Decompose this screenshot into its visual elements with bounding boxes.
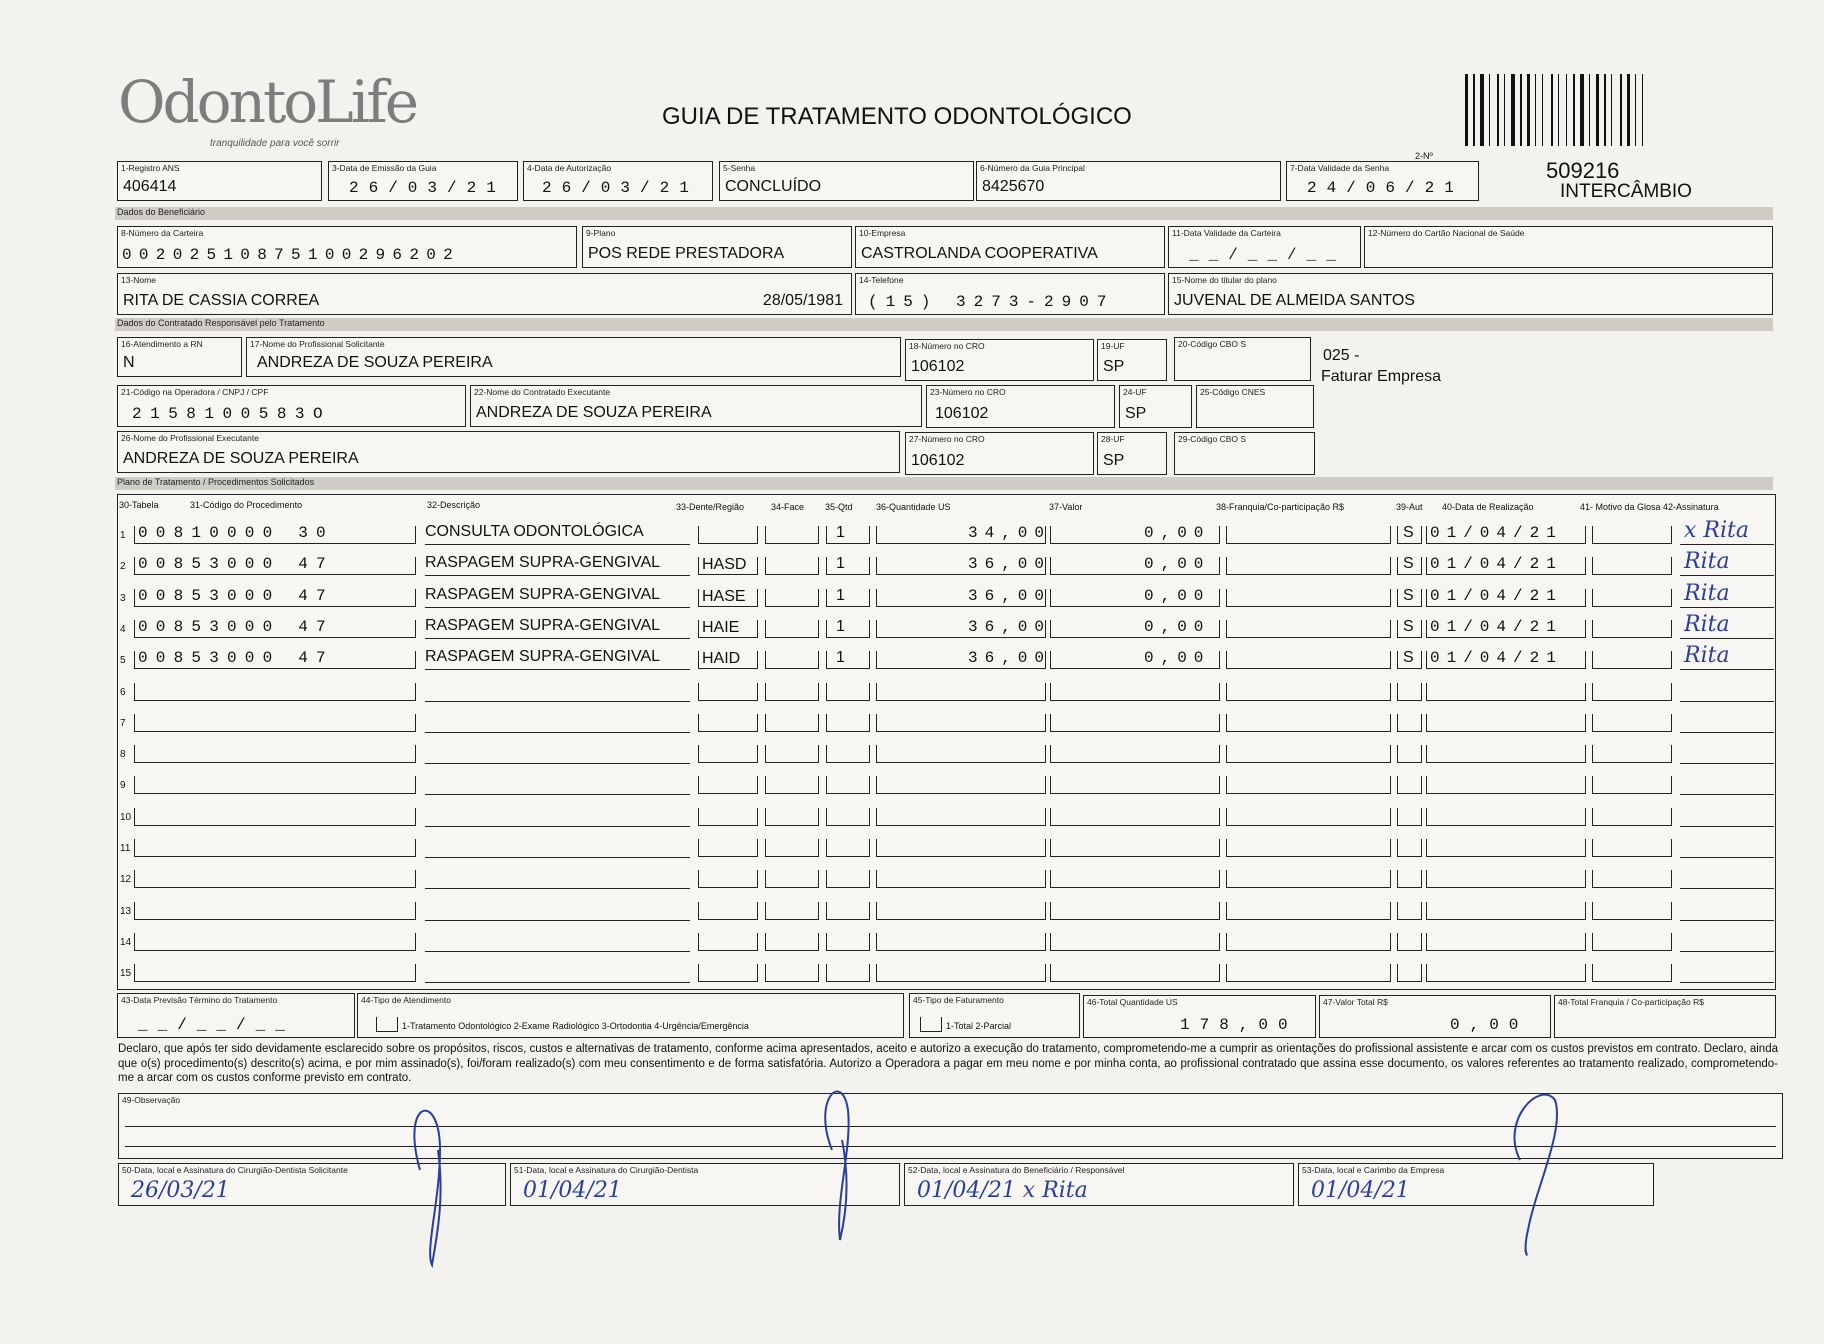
signature-stroke-3 bbox=[1515, 1095, 1558, 1255]
col-dente: 33-Dente/Região bbox=[676, 502, 745, 512]
field-label: 23-Número no CRO bbox=[930, 387, 1006, 397]
col-data-realizacao: 40-Data de Realização bbox=[1442, 502, 1534, 512]
field-label: 43-Data Previsão Término do Tratamento bbox=[121, 995, 278, 1005]
row-number: 4 bbox=[120, 623, 126, 635]
field-value: CONCLUÍDO bbox=[725, 178, 822, 195]
valor-value: 0,00 bbox=[1144, 555, 1211, 574]
us-value: 36,00 bbox=[968, 555, 1052, 574]
page-title: GUIA DE TRATAMENTO ODONTOLÓGICO bbox=[662, 103, 1132, 130]
col-qtd-us: 36-Quantidade US bbox=[876, 502, 951, 512]
side-note-code: 025 - bbox=[1323, 347, 1360, 364]
valor-value: 0,00 bbox=[1144, 586, 1211, 605]
field-label: 19-UF bbox=[1101, 341, 1125, 351]
dente-value: HAID bbox=[702, 650, 741, 668]
field-label: 10-Empresa bbox=[859, 228, 906, 238]
logo-tagline: tranquilidade para você sorrir bbox=[210, 138, 340, 149]
col-franquia: 38-Franquia/Co-participação R$ bbox=[1216, 502, 1345, 512]
field-label: 47-Valor Total R$ bbox=[1323, 997, 1388, 1007]
field-value: ANDREZA DE SOUZA PEREIRA bbox=[123, 450, 359, 467]
row-number: 2 bbox=[120, 561, 126, 573]
aut-value: S bbox=[1403, 649, 1414, 667]
field-label: 6-Número da Guia Principal bbox=[980, 163, 1085, 173]
field-label: 11-Data Validade da Carteira bbox=[1172, 228, 1281, 238]
description-value: RASPAGEM SUPRA-GENGIVAL bbox=[425, 554, 661, 572]
field-label: 45-Tipo de Faturamento bbox=[913, 995, 1004, 1005]
field-label: 24-UF bbox=[1123, 387, 1147, 397]
field-value: SP bbox=[1103, 452, 1125, 469]
field-value: ANDREZA DE SOUZA PEREIRA bbox=[257, 354, 493, 371]
field-label: 20-Código CBO S bbox=[1178, 339, 1247, 349]
valor-value: 0,00 bbox=[1144, 617, 1211, 636]
dente-value: HASE bbox=[702, 587, 746, 605]
row-number: 12 bbox=[120, 874, 132, 886]
col-descricao: 32-Descrição bbox=[427, 500, 481, 510]
number-label: 2-Nº bbox=[1415, 151, 1433, 161]
qtd-value: 1 bbox=[836, 524, 845, 541]
field-value: JUVENAL DE ALMEIDA SANTOS bbox=[1174, 292, 1415, 309]
description-value: RASPAGEM SUPRA-GENGIVAL bbox=[425, 648, 661, 666]
field-value: N bbox=[123, 354, 135, 371]
field-label: 46-Total Quantidade US bbox=[1087, 997, 1178, 1007]
row-signature: Rita bbox=[1684, 643, 1730, 669]
dente-value: HASD bbox=[702, 556, 747, 574]
field-value: (15) 3273-2907 bbox=[868, 293, 1115, 311]
row-number: 9 bbox=[120, 780, 126, 792]
col-valor: 37-Valor bbox=[1049, 502, 1083, 512]
intercambio-label: INTERCÂMBIO bbox=[1560, 181, 1692, 202]
field-label: 48-Total Franquia / Co-participação R$ bbox=[1558, 997, 1704, 1007]
qtd-value: 1 bbox=[836, 586, 845, 604]
field-value: 2158100583O bbox=[132, 405, 332, 423]
row-signature: x Rita bbox=[1684, 518, 1749, 543]
field-value: __/__/__ bbox=[1189, 246, 1346, 264]
section-label: Dados do Beneficiário bbox=[117, 207, 206, 217]
row-number: 15 bbox=[120, 968, 132, 980]
field-label: 17-Nome do Profissional Solicitante bbox=[250, 339, 385, 349]
dente-value: HAIE bbox=[702, 618, 740, 636]
description-value: CONSULTA ODONTOLÓGICA bbox=[425, 523, 644, 540]
field-value: CASTROLANDA COOPERATIVA bbox=[861, 245, 1098, 262]
row-number: 14 bbox=[120, 936, 132, 948]
handwritten-date: 01/04/21 bbox=[523, 1178, 622, 1203]
field-label: 5-Senha bbox=[723, 163, 756, 173]
row-number: 13 bbox=[120, 905, 132, 917]
aut-value: S bbox=[1403, 586, 1414, 604]
row-signature: Rita bbox=[1684, 549, 1730, 575]
field-value: 178,00 bbox=[1180, 1016, 1298, 1034]
field-value: SP bbox=[1103, 358, 1125, 375]
qtd-value: 1 bbox=[836, 617, 845, 635]
field-value: 0,00 bbox=[1450, 1016, 1529, 1034]
us-value: 36,00 bbox=[968, 649, 1052, 668]
field-value: SP bbox=[1125, 405, 1147, 422]
date-value: 01/04/21 bbox=[1430, 524, 1563, 542]
code-value: 00810000 30 bbox=[138, 524, 334, 542]
description-value: RASPAGEM SUPRA-GENGIVAL bbox=[425, 585, 661, 603]
qtd-value: 1 bbox=[836, 555, 845, 573]
field-label: 14-Telefone bbox=[859, 275, 904, 285]
aut-value: S bbox=[1403, 617, 1414, 635]
field-value: 8425670 bbox=[982, 178, 1045, 195]
date-value: 01/04/21 bbox=[1430, 649, 1563, 668]
col-face: 34-Face bbox=[771, 502, 805, 512]
declaration-text: Declaro, que após ter sido devidamente esclarecido sobre os propósitos, riscos, custos e alternativas de tratamento, conforme acima apresentados, aceito e autorizo a execução do tratamento, comprometendo-me a cumprir as orientações do profissional assistente e arcar com os custos previstos em contrato. Declaro, ainda que o(s) procedimento(s) descrito(s) acima, e por mim assinado(s), foi/foram realizado(s) com meu consentimento e de forma satisfatória. Autorizo a Operadora a pagar em meu nome e por minha conta, ao profissional contratado que assina esse documento, os valores referentes ao tratamento realizado, comprometendo-me a arcar com os custos conforme previsto em contrato. bbox=[118, 1043, 1778, 1084]
field-value: 406414 bbox=[123, 178, 177, 195]
field-label: 18-Número no CRO bbox=[909, 341, 985, 351]
field-label: 28-UF bbox=[1101, 434, 1125, 444]
aut-value: S bbox=[1403, 555, 1414, 573]
field-options: 1-Total 2-Parcial bbox=[946, 1021, 1012, 1031]
section-label: Dados do Contratado Responsável pelo Tratamento bbox=[117, 318, 325, 328]
signature-stroke-2 bbox=[825, 1091, 848, 1240]
col-qtd: 35-Qtd bbox=[825, 502, 853, 512]
row-number: 6 bbox=[120, 686, 126, 698]
field-value: POS REDE PRESTADORA bbox=[588, 245, 785, 262]
code-value: 00853000 47 bbox=[138, 555, 334, 574]
field-label: 3-Data de Emissão da Guia bbox=[332, 163, 437, 173]
field-value: 26/03/21 bbox=[542, 179, 699, 197]
logo-brand: OdontoLife bbox=[118, 68, 417, 136]
qtd-value: 1 bbox=[836, 649, 845, 667]
row-number: 3 bbox=[120, 592, 126, 604]
field-value: 106102 bbox=[911, 452, 965, 469]
field-label: 8-Número da Carteira bbox=[121, 228, 204, 238]
field-label: 29-Código CBO S bbox=[1178, 434, 1247, 444]
field-label: 21-Código na Operadora / CNPJ / CPF bbox=[121, 387, 269, 397]
field-options: 1-Tratamento Odontológico 2-Exame Radiológico 3-Ortodontia 4-Urgência/Emergência bbox=[402, 1021, 749, 1031]
field-value: RITA DE CASSIA CORREA bbox=[123, 292, 320, 309]
row-number: 5 bbox=[120, 655, 126, 667]
side-note-billing: Faturar Empresa bbox=[1321, 368, 1442, 385]
col-codigo: 31-Código do Procedimento bbox=[190, 500, 303, 510]
row-number: 11 bbox=[120, 843, 131, 854]
field-label: 7-Data Validade da Senha bbox=[1290, 163, 1390, 173]
description-value: RASPAGEM SUPRA-GENGIVAL bbox=[425, 616, 661, 634]
field-label: 27-Número no CRO bbox=[909, 434, 985, 444]
field-label: 49-Observação bbox=[122, 1095, 181, 1105]
us-value: 34,00 bbox=[968, 524, 1052, 542]
date-value: 01/04/21 bbox=[1430, 586, 1563, 605]
code-value: 00853000 47 bbox=[138, 617, 334, 636]
birth-date: 28/05/1981 bbox=[762, 292, 843, 309]
row-number: 10 bbox=[120, 811, 132, 823]
field-label: 15-Nome do titular do plano bbox=[1172, 275, 1277, 285]
field-value: 106102 bbox=[911, 358, 965, 375]
signature-stroke-1 bbox=[414, 1111, 440, 1265]
valor-value: 0,00 bbox=[1144, 649, 1211, 668]
row-number: 1 bbox=[120, 530, 126, 541]
row-signature: Rita bbox=[1684, 611, 1730, 637]
code-value: 00853000 47 bbox=[138, 649, 334, 668]
code-value: 00853000 47 bbox=[138, 586, 334, 605]
guide-number: 509216 bbox=[1546, 158, 1620, 183]
date-value: 01/04/21 bbox=[1430, 555, 1563, 574]
handwritten-date: 01/04/21 x Rita bbox=[917, 1178, 1088, 1203]
us-value: 36,00 bbox=[968, 617, 1052, 636]
field-label: 22-Nome do Contratado Executante bbox=[474, 387, 611, 397]
field-value: 106102 bbox=[935, 405, 989, 422]
field-label: 44-Tipo de Atendimento bbox=[361, 995, 451, 1005]
aut-value: S bbox=[1403, 524, 1414, 541]
field-label: 25-Código CNES bbox=[1200, 387, 1266, 397]
field-label: 51-Data, local e Assinatura do Cirurgião-Dentista bbox=[514, 1165, 699, 1175]
field-value: 26/03/21 bbox=[349, 179, 506, 197]
row-number: 8 bbox=[120, 749, 126, 761]
field-label: 12-Número do Cartão Nacional de Saúde bbox=[1368, 228, 1525, 238]
field-value: __/__/__ bbox=[138, 1016, 295, 1034]
handwritten-date: 01/04/21 bbox=[1311, 1178, 1410, 1203]
date-value: 01/04/21 bbox=[1430, 617, 1563, 636]
row-number: 7 bbox=[120, 717, 126, 729]
field-value: 00202510875100296202 bbox=[122, 246, 461, 264]
valor-value: 0,00 bbox=[1144, 524, 1211, 542]
col-aut: 39-Aut bbox=[1396, 502, 1423, 512]
us-value: 36,00 bbox=[968, 586, 1052, 605]
section-label: Plano de Tratamento / Procedimentos Solicitados bbox=[117, 477, 315, 487]
handwritten-date: 26/03/21 bbox=[131, 1178, 230, 1203]
col-tabela: 30-Tabela bbox=[119, 500, 159, 510]
field-value: ANDREZA DE SOUZA PEREIRA bbox=[476, 404, 712, 421]
field-label: 4-Data de Autorização bbox=[527, 163, 612, 173]
field-value: 24/06/21 bbox=[1307, 179, 1464, 197]
field-label: 9-Plano bbox=[586, 228, 616, 238]
field-label: 53-Data, local e Carimbo da Empresa bbox=[1302, 1165, 1445, 1175]
field-label: 26-Nome do Profissional Executante bbox=[121, 433, 259, 443]
field-label: 50-Data, local e Assinatura do Cirurgião-Dentista Solicitante bbox=[122, 1165, 348, 1175]
field-label: 13-Nome bbox=[121, 275, 156, 285]
field-label: 16-Atendimento a RN bbox=[121, 339, 203, 349]
field-label: 52-Data, local e Assinatura do Beneficiário / Responsável bbox=[908, 1165, 1125, 1175]
col-glosa: 41- Motivo da Glosa 42-Assinatura bbox=[1580, 502, 1719, 512]
field-label: 1-Registro ANS bbox=[121, 163, 180, 173]
row-signature: Rita bbox=[1684, 580, 1730, 606]
